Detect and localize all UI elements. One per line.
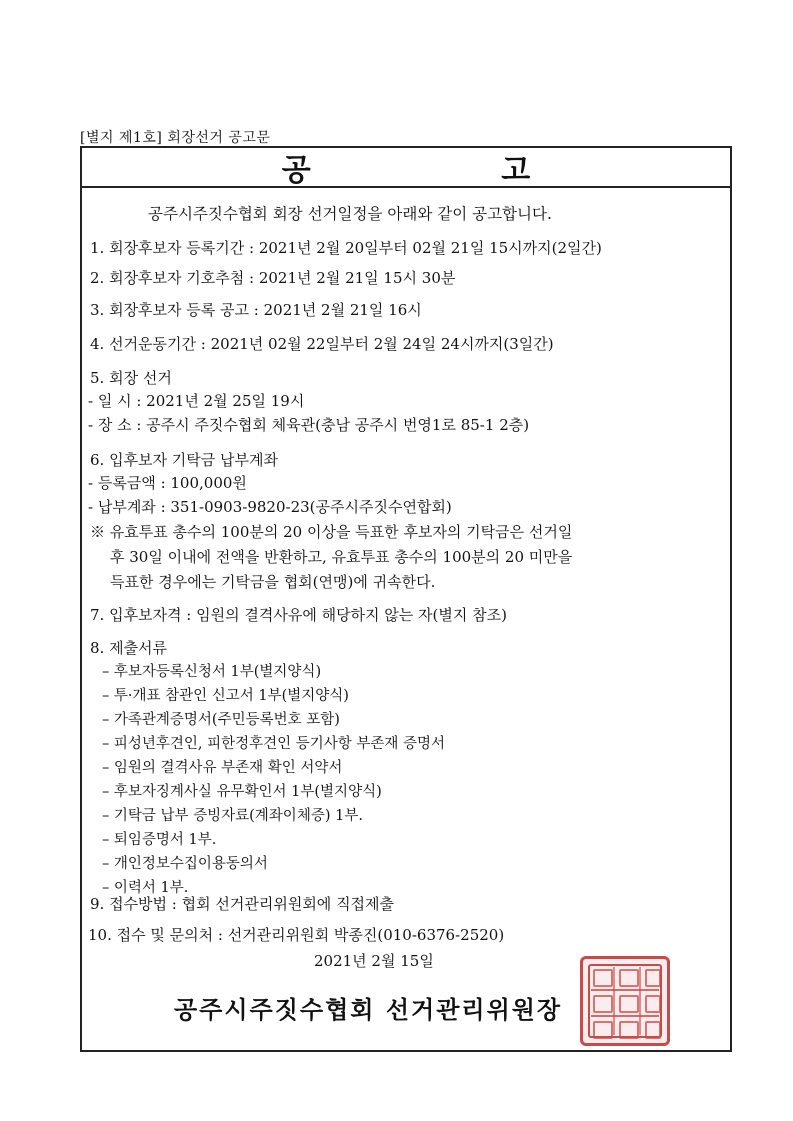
doc-item: – 퇴임증명서 1부. xyxy=(102,832,217,848)
election-place: - 장 소 : 공주시 주짓수협회 체육관(충남 공주시 번영1로 85-1 2층) xyxy=(88,416,530,434)
section-3: 3. 회장후보자 등록 공고 : 2021년 2월 21일 16시 xyxy=(90,301,422,319)
deposit-note-1: ※ 유효투표 총수의 100분의 20 이상을 득표한 후보자의 기탁금은 선거일 xyxy=(90,523,573,541)
deposit-amount: - 등록금액 : 100,000원 xyxy=(88,474,247,492)
doc-item: – 피성년후견인, 피한정후견인 등기사항 부존재 증명서 xyxy=(102,736,446,752)
doc-item: – 가족관계증명서(주민등록번호 포함) xyxy=(102,712,340,728)
official-seal-icon xyxy=(580,956,670,1046)
intro-text: 공주시주짓수협회 회장 선거일정을 아래와 같이 공고합니다. xyxy=(148,205,552,223)
deposit-note-2: 후 30일 이내에 전액을 반환하고, 유효투표 총수의 100분의 20 미만을 xyxy=(110,548,573,566)
section-7: 7. 입후보자격 : 임원의 결격사유에 해당하지 않는 자(별지 참조) xyxy=(90,606,507,624)
deposit-note-3: 득표한 경우에는 기탁금을 협회(연맹)에 귀속한다. xyxy=(110,573,436,591)
doc-item: – 투·개표 참관인 신고서 1부(별지양식) xyxy=(102,688,349,704)
form-label: [별지 제1호] 회장선거 공고문 xyxy=(80,130,271,146)
notice-title: 공 고 xyxy=(281,153,621,188)
doc-item: – 기탁금 납부 증빙자료(계좌이체증) 1부. xyxy=(102,808,363,824)
notice-frame xyxy=(80,146,732,1052)
doc-item: – 이력서 1부. xyxy=(102,880,189,896)
section-9: 9. 접수방법 : 협회 선거관리위원회에 직접제출 xyxy=(90,895,395,913)
notice-date: 2021년 2월 15일 xyxy=(314,952,434,970)
section-4: 4. 선거운동기간 : 2021년 02월 22일부터 2월 24일 24시까지(3일간) xyxy=(90,335,554,353)
section-5: 5. 회장 선거 xyxy=(90,369,172,387)
section-10: 10. 접수 및 문의처 : 선거관리위원회 박종진(010-6376-2520) xyxy=(88,926,505,944)
doc-item: – 후보자징계사실 유무확인서 1부(별지양식) xyxy=(102,784,382,800)
organization-signature: 공주시주짓수협회 선거관리위원장 xyxy=(174,995,563,1024)
section-6: 6. 입후보자 기탁금 납부계좌 xyxy=(90,451,279,469)
doc-item: – 임원의 결격사유 부존재 확인 서약서 xyxy=(102,760,343,776)
section-8: 8. 제출서류 xyxy=(90,639,168,657)
section-1: 1. 회장후보자 등록기간 : 2021년 2월 20일부터 02월 21일 15시까지(2일간) xyxy=(90,239,602,257)
title-row xyxy=(82,148,730,188)
deposit-account: - 납부계좌 : 351-0903-9820-23(공주시주짓수연합회) xyxy=(88,498,452,516)
doc-item: – 후보자등록신청서 1부(별지양식) xyxy=(102,664,322,680)
doc-item: – 개인정보수집이용동의서 xyxy=(102,856,268,872)
election-datetime: - 일 시 : 2021년 2월 25일 19시 xyxy=(88,392,305,410)
section-2: 2. 회장후보자 기호추첨 : 2021년 2월 21일 15시 30분 xyxy=(90,269,456,287)
